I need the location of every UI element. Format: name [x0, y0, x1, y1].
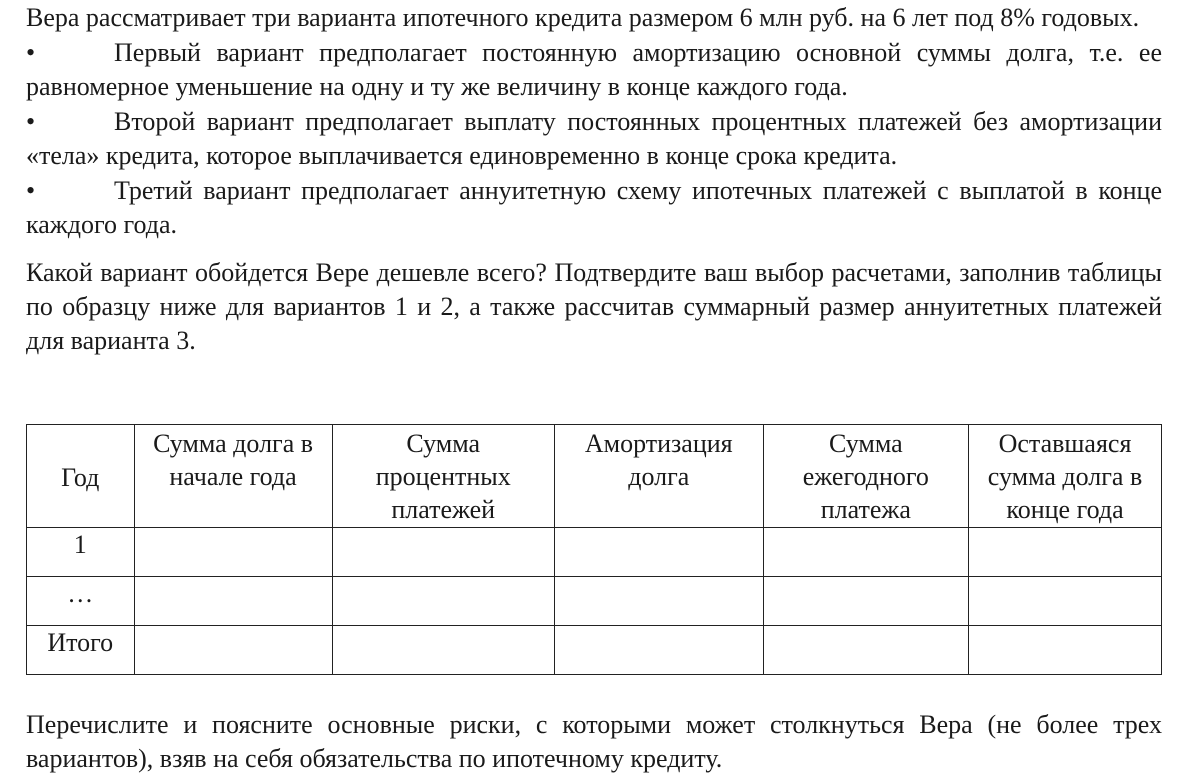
- bullet-option-1: [26, 36, 1162, 104]
- table-header-row: [27, 425, 1162, 528]
- table-cell[interactable]: [554, 626, 763, 675]
- header-debt-end: Оставшаяся сумма долга в конце года: [969, 425, 1162, 528]
- header-interest: Сумма процентных платежей: [332, 425, 554, 528]
- row-year-cell: …: [27, 577, 135, 626]
- table-cell[interactable]: [763, 528, 968, 577]
- table-row: [27, 577, 1162, 626]
- header-annual-payment: Сумма ежегодного платежа: [763, 425, 968, 528]
- table-cell[interactable]: [134, 577, 332, 626]
- table-row-total: [27, 626, 1162, 675]
- document-page: [26, 0, 1162, 358]
- table-cell[interactable]: [969, 626, 1162, 675]
- header-year: Год: [27, 425, 135, 528]
- table-cell[interactable]: [763, 577, 968, 626]
- header-debt-start: Сумма долга в начале года: [134, 425, 332, 528]
- bullet-option-3: [26, 174, 1162, 242]
- table-cell[interactable]: [332, 577, 554, 626]
- row-total-cell: Итого: [27, 626, 135, 675]
- table-cell[interactable]: [134, 528, 332, 577]
- bullet-icon: •: [26, 107, 36, 136]
- question-paragraph: Какой вариант обойдется Вере дешевле всего? Подтвердите ваш выбор расчетами, заполнив таблицы по образцу ниже для вариантов 1 и 2, а также рассчитав суммарный размер аннуитетных платежей для варианта 3.: [26, 258, 1162, 355]
- bullet-option-3-text: Третий вариант предполагает аннуитетную схему ипотечных платежей с выплатой в конце каждого года.: [26, 176, 1162, 239]
- table-cell[interactable]: [134, 626, 332, 675]
- bullet-icon: •: [26, 176, 36, 205]
- row-year-cell: 1: [27, 528, 135, 577]
- calculation-table: [26, 424, 1162, 675]
- bullet-option-2-text: Второй вариант предполагает выплату постоянных процентных платежей без амортизации «тела» кредита, которое выплачивается единовременно в конце срока кредита.: [26, 107, 1162, 170]
- intro-paragraph: Вера рассматривает три варианта ипотечного кредита размером 6 млн руб. на 6 лет под 8% годовых.: [26, 3, 1140, 32]
- table-cell[interactable]: [969, 528, 1162, 577]
- bullet-icon: •: [26, 38, 36, 67]
- bullet-option-1-text: Первый вариант предполагает постоянную амортизацию основной суммы долга, т.е. ее равномерное уменьшение на одну и ту же величину в конце каждого года.: [26, 38, 1162, 101]
- table-cell[interactable]: [554, 528, 763, 577]
- bullet-option-2: [26, 105, 1162, 173]
- table-cell[interactable]: [332, 528, 554, 577]
- header-amortization: Амортизация долга: [554, 425, 763, 528]
- table-cell[interactable]: [763, 626, 968, 675]
- table-cell[interactable]: [332, 626, 554, 675]
- table-cell[interactable]: [969, 577, 1162, 626]
- table-cell[interactable]: [554, 577, 763, 626]
- table-row: [27, 528, 1162, 577]
- risks-paragraph: Перечислите и поясните основные риски, с которыми может столкнуться Вера (не более трех вариантов), взяв на себя обязательства по ипотечному кредиту.: [26, 710, 1162, 773]
